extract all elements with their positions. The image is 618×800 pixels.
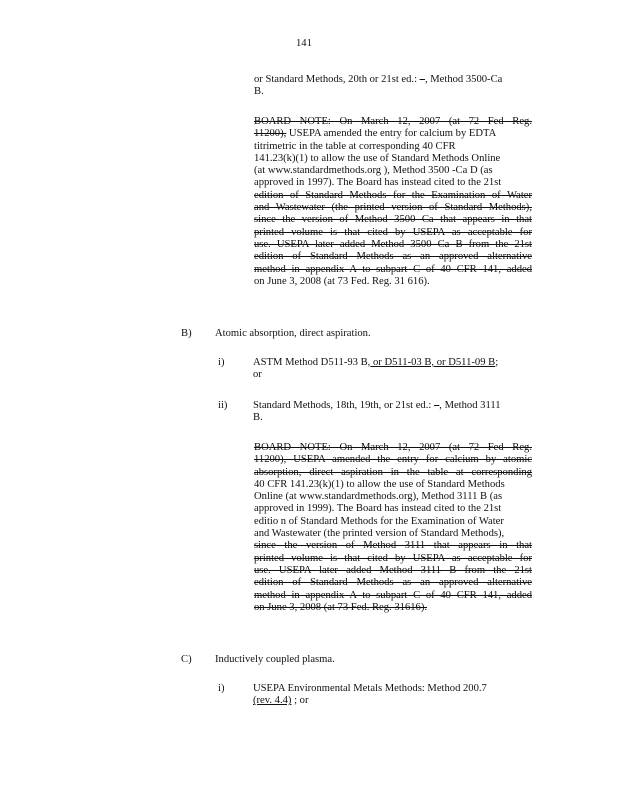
item-b-i-text: ASTM Method D511-93 B, or D511-03 B, or D511-09 B; or <box>253 357 499 381</box>
board-note-calcium-atomic-absorption: BOARD NOTE: On March 12, 2007 (at 72 Fed Reg. 11200), USEPA amended the entry for calcium by atomic absorption, direct aspiration in the table at corresponding 40 CFR 141.23(k)(1) to allow the use of Standard Methods Online (at www.standardmethods.org), Method 3111 B (as approved in 1999). The Board has instead cited to the 21st editio n of Standard Methods for the Examination of Water and Wastewater (the printed version of Standard Methods), since the version of Method 3111 that appears in that printed volume is that cited by USEPA as acceptable for use. USEPA later added Method 3111 B from the 21st edition of Standard Methods as an approved alternative method in appendix A to subpart C of 40 CFR 141, added on June 3, 2008 (at 73 Fed. Reg. 31616). <box>254 442 532 613</box>
section-b-title: Atomic absorption, direct aspiration. <box>215 328 371 339</box>
item-c-i-label: i) <box>218 683 225 694</box>
item-b-ii-text: Standard Methods, 18th, 19th, or 21st ed.: –, Method 3111 B. <box>253 400 501 424</box>
section-c-label: C) <box>181 654 192 665</box>
item-b-i-label: i) <box>218 357 225 368</box>
intro-paragraph: or Standard Methods, 20th or 21st ed.: –, Method 3500-Ca B. <box>254 74 503 98</box>
item-b-ii-label: ii) <box>218 400 228 411</box>
page-number: 141 <box>296 38 312 49</box>
board-note-calcium-edta: BOARD NOTE: On March 12, 2007 (at 72 Fed Reg. 11200), USEPA amended the entry for calcium by EDTA titrimetric in the table at corresponding 40 CFR 141.23(k)(1) to allow the use of Standard Methods Online (at www.standardmethods.org ), Method 3500 -Ca D (as approved in 1997). The Board has instead cited to the 21st edition of Standard Methods for the Examination of Water and Wastewater (the printed version of Standard Methods), since the version of Method 3500 Ca that appears in that printed volume is that cited by USEPA as acceptable for use. USEPA later added Method 3500 Ca B from the 21st edition of Standard Methods as an approved alternative method in appendix A to subpart C of 40 CFR 141, added on June 3, 2008 (at 73 Fed. Reg. 31 616). <box>254 116 532 287</box>
item-c-i-text: USEPA Environmental Metals Methods: Method 200.7 (rev. 4.4) ; or <box>253 683 487 707</box>
section-c-title: Inductively coupled plasma. <box>215 654 335 665</box>
section-b-label: B) <box>181 328 192 339</box>
